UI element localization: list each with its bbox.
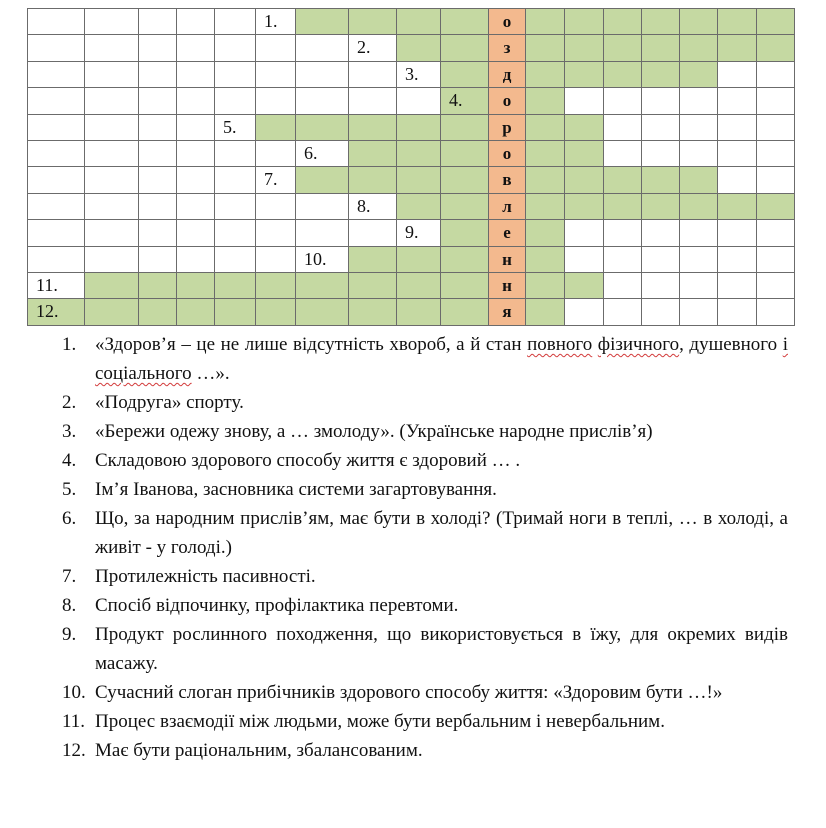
answer-cell (255, 298, 296, 326)
grid-cell (717, 87, 757, 115)
answer-cell (641, 8, 680, 35)
answer-cell (396, 140, 441, 167)
grid-cell (255, 34, 296, 62)
grid-cell (84, 114, 139, 141)
answer-cell (396, 8, 441, 35)
answer-cell (525, 298, 565, 326)
grid-cell (176, 61, 215, 88)
grid-cell (255, 246, 296, 273)
entry-number: 4. (449, 90, 463, 110)
grid-cell (84, 87, 139, 115)
answer-cell (295, 166, 349, 194)
answer-cell (138, 298, 177, 326)
grid-cell (27, 8, 85, 35)
answer-cell (440, 34, 489, 62)
keyword-cell (488, 34, 526, 62)
grid-cell (295, 34, 349, 62)
answer-cell (525, 8, 565, 35)
answer-cell (440, 166, 489, 194)
grid-cell (27, 34, 85, 62)
answer-cell (440, 114, 489, 141)
clue-number: 2. (62, 392, 77, 413)
answer-cell (440, 219, 489, 247)
answer-cell (525, 34, 565, 62)
keyword-cell (488, 219, 526, 247)
entry-number: 8. (357, 196, 371, 216)
keyword-letter: е (503, 223, 511, 242)
grid-cell (679, 272, 718, 299)
clue-text: Ім’я Іванова, засновника системи загартовування. (95, 479, 497, 500)
clue-text: Спосіб відпочинку, профілактика перевтоми. (95, 595, 459, 616)
clue-item (62, 504, 788, 562)
grid-cell (564, 87, 604, 115)
answer-cell (564, 140, 604, 167)
answer-cell (525, 246, 565, 273)
grid-cell (679, 87, 718, 115)
grid-cell (255, 8, 296, 35)
grid-cell (214, 34, 256, 62)
keyword-letter: н (502, 276, 512, 295)
answer-cell (603, 34, 642, 62)
clue-item (62, 678, 788, 707)
grid-cell (641, 114, 680, 141)
grid-cell (679, 219, 718, 247)
keyword-cell (488, 272, 526, 299)
grid-cell (27, 166, 85, 194)
keyword-cell (488, 8, 526, 35)
answer-cell (756, 8, 795, 35)
grid-cell (176, 166, 215, 194)
answer-cell (564, 114, 604, 141)
grid-cell (641, 140, 680, 167)
clue-number: 9. (62, 624, 77, 645)
clue-text: Що, за народним прислів’ям, має бути в холоді? (Тримай ноги в теплі, … в холоді, а живіт - у голоді.) (95, 508, 788, 558)
grid-cell (717, 246, 757, 273)
grid-cell (176, 8, 215, 35)
grid-cell (603, 114, 642, 141)
keyword-cell (488, 61, 526, 88)
grid-cell (603, 87, 642, 115)
grid-cell (603, 298, 642, 326)
grid-cell (295, 87, 349, 115)
keyword-letter: о (502, 91, 512, 110)
keyword-letter: в (502, 170, 512, 189)
answer-cell (525, 272, 565, 299)
clue-text: , душевного (679, 334, 783, 355)
answer-cell (255, 114, 296, 141)
grid-cell (641, 87, 680, 115)
grid-cell (603, 272, 642, 299)
clue-text: Сучасний слоган прибічників здорового способу життя: «Здоровим бути …!» (95, 682, 723, 703)
answer-cell (396, 272, 441, 299)
grid-cell (641, 298, 680, 326)
grid-cell (717, 272, 757, 299)
entry-number: 6. (304, 143, 318, 163)
answer-cell (564, 34, 604, 62)
grid-cell (138, 87, 177, 115)
grid-cell (756, 61, 795, 88)
answer-cell (717, 193, 757, 220)
grid-cell (348, 193, 397, 220)
grid-cell (255, 166, 296, 194)
grid-cell (603, 246, 642, 273)
grid-cell (679, 114, 718, 141)
grid-cell (84, 166, 139, 194)
answer-cell (603, 61, 642, 88)
answer-cell (138, 272, 177, 299)
grid-cell (214, 61, 256, 88)
clue-text: «Подруга» спорту. (95, 392, 244, 413)
grid-cell (138, 61, 177, 88)
answer-cell (525, 219, 565, 247)
answer-cell (396, 193, 441, 220)
grid-cell (564, 219, 604, 247)
grid-cell (255, 61, 296, 88)
grid-cell (679, 246, 718, 273)
grid-cell (717, 298, 757, 326)
grid-cell (214, 246, 256, 273)
clue-text: «Бережи одежу знову, а … змолоду». (Українське народне прислів’я) (95, 421, 653, 442)
clue-number: 12. (62, 740, 86, 761)
answer-cell (348, 272, 397, 299)
grid-cell (348, 61, 397, 88)
answer-cell (348, 8, 397, 35)
entry-number: 12. (36, 301, 59, 321)
grid-cell (138, 114, 177, 141)
grid-cell (84, 8, 139, 35)
answer-cell (396, 246, 441, 273)
grid-cell (348, 34, 397, 62)
answer-cell (717, 8, 757, 35)
answer-cell (641, 34, 680, 62)
entry-number: 9. (405, 222, 419, 242)
clue-number: 6. (62, 508, 77, 529)
entry-number: 2. (357, 37, 371, 57)
answer-cell (396, 166, 441, 194)
answer-cell (679, 193, 718, 220)
entry-number: 1. (264, 11, 278, 31)
keyword-cell (488, 87, 526, 115)
grid-cell (603, 219, 642, 247)
grid-cell (348, 87, 397, 115)
grid-cell (176, 219, 215, 247)
grid-cell (84, 61, 139, 88)
answer-cell (641, 166, 680, 194)
keyword-cell (488, 246, 526, 273)
grid-cell (27, 87, 85, 115)
grid-cell (138, 246, 177, 273)
grid-cell (396, 87, 441, 115)
grid-cell (295, 61, 349, 88)
answer-cell (176, 272, 215, 299)
grid-cell (138, 219, 177, 247)
grid-cell (176, 34, 215, 62)
grid-cell (27, 219, 85, 247)
clue-text: «Здоров’я – це не лише відсутність хвороб, а й стан (95, 334, 528, 355)
clue-text: Продукт рослинного походження, що використовується в їжу, для окремих видів масажу. (95, 624, 788, 674)
grid-cell (679, 298, 718, 326)
grid-cell (255, 87, 296, 115)
clue-item (62, 417, 788, 446)
answer-cell (679, 166, 718, 194)
answer-cell (214, 272, 256, 299)
keyword-letter: р (502, 118, 512, 137)
grid-cell (27, 114, 85, 141)
clue-text: Складовою здорового способу життя є здоровий … . (95, 450, 521, 471)
grid-cell (138, 140, 177, 167)
clue-number: 3. (62, 421, 77, 442)
entry-number: 7. (264, 169, 278, 189)
clue-item (62, 707, 788, 736)
answer-cell (717, 34, 757, 62)
grid-cell (255, 140, 296, 167)
spellcheck-flagged-text: повного (527, 334, 593, 355)
grid-cell (756, 166, 795, 194)
grid-cell (214, 114, 256, 141)
answer-cell (440, 8, 489, 35)
answer-cell (440, 193, 489, 220)
grid-cell (564, 246, 604, 273)
grid-cell (396, 219, 441, 247)
grid-cell (138, 166, 177, 194)
answer-cell (295, 272, 349, 299)
grid-cell (756, 298, 795, 326)
grid-cell (84, 140, 139, 167)
clue-item (62, 620, 788, 678)
answer-cell (641, 193, 680, 220)
clue-number: 10. (62, 682, 86, 703)
grid-cell (641, 272, 680, 299)
answer-cell (603, 166, 642, 194)
keyword-cell (488, 114, 526, 141)
answer-cell (84, 272, 139, 299)
grid-cell (214, 193, 256, 220)
entry-number: 3. (405, 64, 419, 84)
clue-number: 11. (62, 711, 86, 732)
crossword-grid (27, 8, 794, 325)
clue-item (62, 591, 788, 620)
answer-cell (603, 8, 642, 35)
keyword-cell (488, 140, 526, 167)
answer-cell (756, 34, 795, 62)
answer-cell (679, 34, 718, 62)
answer-cell (641, 61, 680, 88)
clue-item (62, 388, 788, 417)
grid-cell (717, 140, 757, 167)
grid-cell (756, 114, 795, 141)
answer-cell (255, 272, 296, 299)
grid-cell (176, 246, 215, 273)
grid-cell (603, 140, 642, 167)
grid-cell (84, 193, 139, 220)
grid-cell (214, 166, 256, 194)
answer-cell (440, 246, 489, 273)
grid-cell (176, 193, 215, 220)
answer-cell (679, 8, 718, 35)
answer-cell (440, 298, 489, 326)
clue-item (62, 475, 788, 504)
answer-cell (84, 298, 139, 326)
keyword-letter: д (502, 65, 512, 84)
grid-cell (255, 219, 296, 247)
answer-cell (348, 140, 397, 167)
clue-text: Процес взаємодії між людьми, може бути вербальним і невербальним. (95, 711, 665, 732)
clue-number: 1. (62, 334, 77, 355)
grid-cell (27, 193, 85, 220)
keyword-letter: з (503, 38, 511, 57)
grid-cell (84, 34, 139, 62)
answer-cell (295, 114, 349, 141)
grid-cell (138, 8, 177, 35)
grid-cell (641, 246, 680, 273)
grid-cell (138, 193, 177, 220)
answer-cell (756, 193, 795, 220)
answer-cell (348, 166, 397, 194)
grid-cell (214, 219, 256, 247)
keyword-letter: л (502, 197, 512, 216)
grid-cell (295, 140, 349, 167)
grid-cell (396, 61, 441, 88)
answer-cell (440, 140, 489, 167)
grid-cell (84, 246, 139, 273)
clue-item (62, 736, 788, 765)
grid-cell (27, 140, 85, 167)
answer-cell (564, 193, 604, 220)
spellcheck-flagged-text: фізичного (597, 334, 680, 355)
grid-cell (564, 298, 604, 326)
grid-cell (756, 140, 795, 167)
clue-text: Має бути раціональним, збалансованим. (95, 740, 423, 761)
answer-cell (525, 140, 565, 167)
answer-cell (525, 61, 565, 88)
grid-cell (176, 140, 215, 167)
answer-cell (295, 8, 349, 35)
keyword-letter: о (502, 144, 512, 163)
answer-cell (440, 272, 489, 299)
grid-cell (176, 114, 215, 141)
grid-cell (27, 246, 85, 273)
answer-cell (440, 87, 489, 115)
answer-cell (396, 298, 441, 326)
grid-cell (27, 61, 85, 88)
answer-cell (603, 193, 642, 220)
answer-cell (348, 114, 397, 141)
grid-cell (214, 8, 256, 35)
clue-number: 7. (62, 566, 77, 587)
grid-cell (214, 140, 256, 167)
answer-cell (214, 298, 256, 326)
grid-cell (756, 87, 795, 115)
grid-cell (138, 34, 177, 62)
answer-cell (679, 61, 718, 88)
clue-list (62, 330, 788, 765)
answer-cell (348, 298, 397, 326)
grid-cell (717, 166, 757, 194)
answer-cell (564, 8, 604, 35)
clue-item (62, 446, 788, 475)
answer-cell (176, 298, 215, 326)
grid-cell (679, 140, 718, 167)
grid-cell (756, 219, 795, 247)
grid-cell (176, 87, 215, 115)
spellcheck-flagged-text: і соціального (95, 334, 788, 384)
keyword-cell (488, 193, 526, 220)
answer-cell (564, 61, 604, 88)
keyword-cell (488, 298, 526, 326)
clue-text: …». (191, 363, 230, 384)
answer-cell (348, 246, 397, 273)
grid-cell (641, 219, 680, 247)
clue-text: Протилежність пасивності. (95, 566, 316, 587)
grid-cell (756, 246, 795, 273)
grid-cell (295, 246, 349, 273)
grid-cell (84, 219, 139, 247)
clue-number: 8. (62, 595, 77, 616)
grid-cell (295, 219, 349, 247)
answer-cell (564, 272, 604, 299)
grid-cell (756, 272, 795, 299)
clue-item (62, 330, 788, 388)
answer-cell (295, 298, 349, 326)
grid-cell (348, 219, 397, 247)
answer-cell (564, 166, 604, 194)
answer-cell (27, 298, 85, 326)
entry-number: 5. (223, 117, 237, 137)
grid-cell (255, 193, 296, 220)
answer-cell (525, 193, 565, 220)
entry-number: 11. (36, 275, 58, 295)
answer-cell (396, 34, 441, 62)
answer-cell (525, 166, 565, 194)
keyword-letter: н (502, 250, 512, 269)
grid-cell (717, 114, 757, 141)
grid-cell (717, 61, 757, 88)
answer-cell (525, 87, 565, 115)
grid-cell (295, 193, 349, 220)
grid-cell (717, 219, 757, 247)
answer-cell (525, 114, 565, 141)
clue-number: 4. (62, 450, 77, 471)
keyword-letter: о (502, 12, 512, 31)
entry-number: 10. (304, 249, 327, 269)
clue-item (62, 562, 788, 591)
grid-cell (27, 272, 85, 299)
clue-number: 5. (62, 479, 77, 500)
answer-cell (396, 114, 441, 141)
keyword-cell (488, 166, 526, 194)
keyword-letter: я (502, 302, 512, 321)
answer-cell (440, 61, 489, 88)
grid-cell (214, 87, 256, 115)
